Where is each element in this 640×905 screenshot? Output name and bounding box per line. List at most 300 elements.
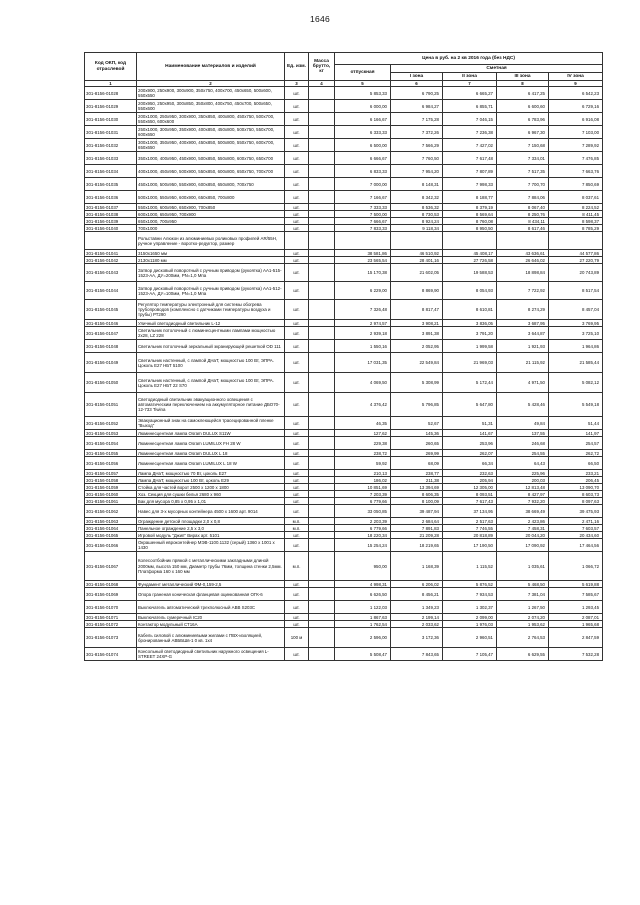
- row-code: 301-8156-01067: [85, 552, 137, 581]
- row-price-zone-4: [549, 232, 603, 250]
- row-price-zone-4: 17 464,56: [549, 539, 603, 552]
- row-weight: [309, 539, 335, 552]
- row-price-release: 5 508,47: [335, 648, 391, 661]
- row-weight: [309, 628, 335, 648]
- table-row: [85, 484, 603, 491]
- row-price-release: 7 203,39: [335, 491, 391, 498]
- row-weight: [309, 525, 335, 532]
- row-price-zone-4: 7 663,76: [549, 165, 603, 178]
- row-unit: шт.: [285, 532, 309, 539]
- header-release: отпускная: [335, 65, 391, 81]
- row-price-zone-1: 28 401,16: [391, 257, 443, 264]
- row-name: Светильник настенный, с лампой ДНаТ, мощностью 100 Вт, ЭПРА. Цоколь E27 НБТ 22 S70: [137, 373, 285, 393]
- row-price-zone-3: 5 468,50: [497, 581, 549, 588]
- row-name: Колесоотбойник прямой с металлическими закладными длиной 2000мм, высота 150 мм, Диаметр трубы 76мм, толщина стенки 2,5мм. Платформа 160 х 160 мм: [137, 552, 285, 581]
- row-price-zone-1: 8 148,31: [391, 178, 443, 191]
- row-price-zone-4: 39 475,93: [549, 505, 603, 518]
- row-price-zone-4: 254,57: [549, 437, 603, 450]
- row-weight: [309, 518, 335, 525]
- row-price-zone-1: 6 984,27: [391, 100, 443, 113]
- row-price-zone-3: 7 932,20: [497, 498, 549, 505]
- row-price-zone-2: 8 569,64: [443, 211, 497, 218]
- row-price-zone-4: 7 532,28: [549, 648, 603, 661]
- row-unit: шт.: [285, 340, 309, 353]
- row-name: Лампа ДНаТ, мощностью 100 Вт, цоколь E29: [137, 477, 285, 484]
- table-row: [85, 621, 603, 628]
- row-price-release: 2 596,00: [335, 628, 391, 648]
- row-price-zone-3: [497, 232, 549, 250]
- row-price-zone-2: 262,07: [443, 450, 497, 457]
- row-price-zone-1: 238,77: [391, 470, 443, 477]
- row-weight: [309, 477, 335, 484]
- row-name: Фундамент металлический ФМ-0,159-2,5: [137, 581, 285, 588]
- row-price-zone-4: 1 066,72: [549, 552, 603, 581]
- row-price-release: 6 833,33: [335, 165, 391, 178]
- row-code: 301-8156-01047: [85, 327, 137, 340]
- row-price-zone-3: 49,84: [497, 417, 549, 430]
- row-unit: шт.: [285, 484, 309, 491]
- column-index: 7: [443, 81, 497, 87]
- column-index: 6: [391, 81, 443, 87]
- row-price-release: 210,13: [335, 470, 391, 477]
- table-row: [85, 498, 603, 505]
- header-zone-3: III зона: [497, 73, 549, 81]
- row-unit: шт.: [285, 211, 309, 218]
- table-row: [85, 250, 603, 257]
- row-price-zone-2: 1 115,52: [443, 552, 497, 581]
- row-price-zone-2: 2 960,51: [443, 628, 497, 648]
- row-unit: шт.: [285, 477, 309, 484]
- row-price-zone-3: 225,96: [497, 470, 549, 477]
- table-row: [85, 457, 603, 470]
- row-price-zone-1: 8 342,32: [391, 191, 443, 204]
- table-row: [85, 552, 603, 581]
- row-code: 301-8156-01070: [85, 601, 137, 614]
- row-unit: шт.: [285, 450, 309, 457]
- row-price-release: 23 565,54: [335, 257, 391, 264]
- row-price-zone-3: 6 967,30: [497, 126, 549, 139]
- row-price-zone-1: 9 118,34: [391, 225, 443, 232]
- row-name: 500х1000, 550х950, 600х900, 650х850, 700х800: [137, 191, 285, 204]
- row-code: 301-8156-01028: [85, 87, 137, 100]
- row-code: 301-8156-01049: [85, 353, 137, 373]
- row-weight: [309, 126, 335, 139]
- row-code: 301-8156-01055: [85, 450, 137, 457]
- row-unit: шт.: [285, 327, 309, 340]
- row-code: 301-8156-01069: [85, 588, 137, 601]
- row-price-zone-2: 7 998,33: [443, 178, 497, 191]
- row-weight: [309, 498, 335, 505]
- row-price-zone-1: 2 199,14: [391, 614, 443, 621]
- row-price-zone-2: 51,31: [443, 417, 497, 430]
- table-row: [85, 505, 603, 518]
- row-price-zone-1: 7 891,83: [391, 525, 443, 532]
- row-unit: шт.: [285, 178, 309, 191]
- row-name: 550х1000, 600х950, 650х900, 700х850: [137, 204, 285, 211]
- row-code: 301-8156-01030: [85, 113, 137, 126]
- row-unit: шт.: [285, 152, 309, 165]
- row-name: Светильник потолочный с люминесцентными лампами мощностью 2х28, LZ 228: [137, 327, 285, 340]
- row-price-zone-3: 8 274,29: [497, 300, 549, 320]
- row-price-zone-1: 3 172,36: [391, 628, 443, 648]
- table-row: [85, 264, 603, 282]
- header-code: Код ОКП, код отраслевой: [85, 53, 137, 81]
- table-row: [85, 340, 603, 353]
- row-price-zone-3: 12 813,48: [497, 484, 549, 491]
- row-price-zone-4: 8 517,54: [549, 282, 603, 300]
- row-price-zone-1: 6 206,02: [391, 581, 443, 588]
- table-row: [85, 191, 603, 204]
- row-name: Выключатель сумеречный IC20: [137, 614, 285, 621]
- table-row: [85, 581, 603, 588]
- row-price-release: 7 000,00: [335, 178, 391, 191]
- row-price-release: 10 851,69: [335, 484, 391, 491]
- row-unit: шт.: [285, 139, 309, 152]
- header-zone-1: I зона: [391, 73, 443, 81]
- row-name: Кабель силовой с алюминиевыми жилами с ПВХ-изоляцией, бронированный АВББШв-1 0 кв. 1х4: [137, 628, 285, 648]
- row-price-release: 2 203,39: [335, 518, 391, 525]
- row-price-zone-4: 8 037,61: [549, 191, 603, 204]
- row-unit: 100 м: [285, 628, 309, 648]
- row-price-zone-2: 205,94: [443, 477, 497, 484]
- row-price-zone-3: 2 074,20: [497, 614, 549, 621]
- row-code: 301-8156-01043: [85, 264, 137, 282]
- row-price-zone-3: 137,55: [497, 430, 549, 437]
- row-price-release: 7 326,48: [335, 300, 391, 320]
- row-price-zone-2: 37 134,95: [443, 505, 497, 518]
- row-price-release: 1 867,63: [335, 614, 391, 621]
- row-price-zone-3: 7 334,01: [497, 152, 549, 165]
- row-price-release: 7 666,67: [335, 218, 391, 225]
- row-name: Люминесцентная лампа Osram DULUX L 18: [137, 450, 285, 457]
- row-name: Затвор дисковый поворотный с ручным приводом (рукоятка) АА1-512-1523-АА, ДУ=100мм, PN=1,0 Мпа: [137, 282, 285, 300]
- row-price-zone-1: [391, 232, 443, 250]
- row-unit: шт.: [285, 437, 309, 450]
- row-unit: шт.: [285, 126, 309, 139]
- row-price-release: 6 666,67: [335, 152, 391, 165]
- row-price-zone-3: 38 669,49: [497, 505, 549, 518]
- column-index: 3: [285, 81, 309, 87]
- row-price-zone-1: 7 843,65: [391, 648, 443, 661]
- row-price-zone-2: 7 105,47: [443, 648, 497, 661]
- table-row: [85, 300, 603, 320]
- header-estimate: Сметная: [391, 65, 603, 73]
- row-price-zone-2: [443, 232, 497, 250]
- table-row: [85, 588, 603, 601]
- row-name: 450х1000, 500х950, 550х900, 600х850, 650х800, 700х750: [137, 178, 285, 191]
- header-zone-2: II зона: [443, 73, 497, 81]
- row-price-zone-2: 8 950,50: [443, 225, 497, 232]
- row-price-zone-2: 7 807,89: [443, 165, 497, 178]
- row-price-zone-2: 5 172,44: [443, 373, 497, 393]
- row-price-release: 6 166,67: [335, 113, 391, 126]
- row-unit: шт.: [285, 87, 309, 100]
- row-price-zone-4: 262,72: [549, 450, 603, 457]
- row-price-zone-4: 1 965,68: [549, 621, 603, 628]
- row-price-release: 950,00: [335, 552, 391, 581]
- table-row: [85, 257, 603, 264]
- row-weight: [309, 588, 335, 601]
- row-name: Рольставни Алюкон из алюминиевых роликовых профилей AR/55H, ручное управление - воротко-редуктор, размер: [137, 232, 285, 250]
- row-code: 301-8156-01046: [85, 320, 137, 327]
- row-weight: [309, 581, 335, 588]
- row-price-zone-1: 2 033,62: [391, 621, 443, 628]
- row-name: 2130х1180 мм: [137, 257, 285, 264]
- column-index: 8: [497, 81, 549, 87]
- row-price-zone-2: 45 408,17: [443, 250, 497, 257]
- row-price-zone-2: 8 188,77: [443, 191, 497, 204]
- table-row: [85, 450, 603, 457]
- row-code: 301-8156-01032: [85, 139, 137, 152]
- row-price-zone-2: 2 517,63: [443, 518, 497, 525]
- table-row: [85, 518, 603, 525]
- row-code: 301-8156-01063: [85, 518, 137, 525]
- row-price-zone-4: 8 603,73: [549, 491, 603, 498]
- row-price-zone-3: 64,43: [497, 457, 549, 470]
- row-name: 200х950, 250х950, 300х850, 350х800, 400х750, 450х700, 500х650, 550х600: [137, 100, 285, 113]
- table-row: [85, 532, 603, 539]
- row-price-zone-2: 7 934,53: [443, 588, 497, 601]
- row-unit: шт.: [285, 100, 309, 113]
- row-price-zone-2: 3 836,05: [443, 320, 497, 327]
- row-price-zone-3: 17 090,92: [497, 539, 549, 552]
- row-price-zone-2: 7 746,55: [443, 525, 497, 532]
- row-price-zone-2: 19 588,53: [443, 264, 497, 282]
- row-weight: [309, 100, 335, 113]
- row-price-zone-4: 21 585,44: [549, 353, 603, 373]
- row-code: 301-8156-01054: [85, 437, 137, 450]
- header-weight: Масса брутто, кг: [309, 53, 335, 81]
- row-name: Эвакуационный знак на самоклеющейся трасецированной пленке "Выход": [137, 417, 285, 430]
- row-weight: [309, 204, 335, 211]
- row-price-zone-2: 21 969,03: [443, 353, 497, 373]
- row-price-zone-1: 7 954,20: [391, 165, 443, 178]
- row-price-zone-4: 1 293,45: [549, 601, 603, 614]
- row-name: 250х1000, 300х950, 350х900, 400х850, 450х800, 500х750, 550х700, 600х650: [137, 126, 285, 139]
- row-price-release: 15 254,24: [335, 539, 391, 552]
- row-weight: [309, 282, 335, 300]
- row-price-zone-3: 246,68: [497, 437, 549, 450]
- row-price-zone-4: 2 847,59: [549, 628, 603, 648]
- table-row: [85, 373, 603, 393]
- row-code: 301-8156-01052: [85, 417, 137, 430]
- row-code: 301-8156-01033: [85, 152, 137, 165]
- row-code: 301-8156-01072: [85, 621, 137, 628]
- row-price-zone-4: 13 090,70: [549, 484, 603, 491]
- row-price-zone-3: 6 600,60: [497, 100, 549, 113]
- row-price-zone-1: 8 869,90: [391, 282, 443, 300]
- row-code: 301-8156-01051: [85, 393, 137, 417]
- row-price-zone-3: 8 427,97: [497, 491, 549, 498]
- row-price-zone-3: 2 423,86: [497, 518, 549, 525]
- row-code: 301-8156-01062: [85, 505, 137, 518]
- row-unit: шт.: [285, 498, 309, 505]
- row-price-zone-3: 1 921,93: [497, 340, 549, 353]
- row-unit: шт.: [285, 621, 309, 628]
- row-price-release: 18 220,34: [335, 532, 391, 539]
- row-price-zone-4: 206,45: [549, 477, 603, 484]
- row-code: 301-8156-01031: [85, 126, 137, 139]
- row-weight: [309, 320, 335, 327]
- row-price-zone-4: 5 549,18: [549, 393, 603, 417]
- row-weight: [309, 614, 335, 621]
- row-price-zone-4: 6 916,08: [549, 113, 603, 126]
- table-row: [85, 353, 603, 373]
- row-price-zone-1: 8 100,09: [391, 498, 443, 505]
- row-price-release: 7 166,67: [335, 191, 391, 204]
- header-name: Наименование материалов и изделий: [137, 53, 285, 81]
- row-price-zone-4: 141,97: [549, 430, 603, 437]
- row-price-zone-3: 7 458,31: [497, 525, 549, 532]
- row-price-zone-2: 7 236,38: [443, 126, 497, 139]
- row-unit: шт.: [285, 581, 309, 588]
- row-price-zone-3: 1 267,50: [497, 601, 549, 614]
- row-unit: шт.: [285, 417, 309, 430]
- row-unit: шт.: [285, 373, 309, 393]
- row-unit: [285, 232, 309, 250]
- row-price-release: 1 550,16: [335, 340, 391, 353]
- row-name: 650х1000, 700х950: [137, 218, 285, 225]
- row-unit: м.п.: [285, 525, 309, 532]
- row-name: Хоз. Секция для сушки белья 2680 х 960: [137, 491, 285, 498]
- row-price-release: 127,62: [335, 430, 391, 437]
- row-unit: шт.: [285, 257, 309, 264]
- table-row: [85, 282, 603, 300]
- price-table: [84, 52, 603, 661]
- row-code: 301-8156-01060: [85, 491, 137, 498]
- row-name: 3150х1650 мм: [137, 250, 285, 257]
- row-price-zone-1: 13 394,69: [391, 484, 443, 491]
- row-weight: [309, 191, 335, 204]
- row-unit: шт.: [285, 264, 309, 282]
- row-name: 350х1000, 400х950, 450х900, 500х850, 550х800, 600х750, 650х700: [137, 152, 285, 165]
- row-name: 300х1000, 350х950, 400х900, 450х850, 500х800, 550х750, 600х700, 650х650: [137, 139, 285, 152]
- table-row: [85, 491, 603, 498]
- row-price-zone-1: 8 924,24: [391, 218, 443, 225]
- row-unit: шт.: [285, 282, 309, 300]
- row-price-release: 4 998,31: [335, 581, 391, 588]
- row-name: Бак для мусора 0,85 х 0,95 х 1,01: [137, 498, 285, 505]
- row-price-zone-2: 12 305,00: [443, 484, 497, 491]
- row-code: 301-8156-01044: [85, 282, 137, 300]
- row-price-zone-4: 44 577,86: [549, 250, 603, 257]
- row-unit: шт.: [285, 430, 309, 437]
- row-price-zone-3: 7 700,70: [497, 178, 549, 191]
- row-unit: м.п.: [285, 518, 309, 525]
- row-name: Игровой модуль "Джип" Вирах арт. 5101: [137, 532, 285, 539]
- row-price-zone-1: 22 549,84: [391, 353, 443, 373]
- row-weight: [309, 437, 335, 450]
- row-price-zone-3: 7 884,06: [497, 191, 549, 204]
- header-zone-4: IV зона: [549, 73, 603, 81]
- row-weight: [309, 211, 335, 218]
- row-name: Опора граненая коническая фланцевая оцинкованная ОГК-6: [137, 588, 285, 601]
- table-row: [85, 477, 603, 484]
- row-price-zone-3: 8 617,46: [497, 225, 549, 232]
- row-name: 200х1000, 250х950, 300х900, 350х850, 400х800, 450х750, 500х700, 550х650, 600х600: [137, 113, 285, 126]
- row-price-zone-4: 233,21: [549, 470, 603, 477]
- row-code: 301-8156-01038: [85, 211, 137, 218]
- row-weight: [309, 87, 335, 100]
- row-price-zone-4: 51,44: [549, 417, 603, 430]
- row-price-zone-2: 7 617,43: [443, 498, 497, 505]
- row-weight: [309, 491, 335, 498]
- row-weight: [309, 327, 335, 340]
- row-price-zone-2: 17 190,50: [443, 539, 497, 552]
- row-weight: [309, 264, 335, 282]
- row-price-zone-4: 8 097,63: [549, 498, 603, 505]
- column-index: 1: [85, 81, 137, 87]
- row-price-zone-3: 7 150,68: [497, 139, 549, 152]
- row-price-release: 7 500,00: [335, 211, 391, 218]
- row-weight: [309, 257, 335, 264]
- row-price-zone-2: 8 379,19: [443, 204, 497, 211]
- row-price-zone-1: 2 684,64: [391, 518, 443, 525]
- row-code: 301-8156-01074: [85, 648, 137, 661]
- row-name: Регулятор температуры электронный для системы обогрева трубопроводов (комплексно с датчиками температуры воздуха и трубы) РТ290: [137, 300, 285, 320]
- row-code: 301-8156-01071: [85, 614, 137, 621]
- row-weight: [309, 165, 335, 178]
- row-price-release: 2 939,18: [335, 327, 391, 340]
- row-price-zone-2: 1 976,03: [443, 621, 497, 628]
- row-name: 200х900, 250х900, 300х900, 350х750, 400х700, 450х650, 500х600, 550х550: [137, 87, 285, 100]
- row-weight: [309, 417, 335, 430]
- table-row: [85, 139, 603, 152]
- row-unit: шт.: [285, 320, 309, 327]
- row-weight: [309, 430, 335, 437]
- row-price-release: 1 762,54: [335, 621, 391, 628]
- row-name: Затвор дисковый поворотный с ручным приводом (рукоятка) АА1-515-1523-АА, ДУ=200мм, PN=1,0 Мпа: [137, 264, 285, 282]
- row-weight: [309, 601, 335, 614]
- column-index: 4: [309, 81, 335, 87]
- row-price-zone-3: 5 428,46: [497, 393, 549, 417]
- row-price-zone-2: 7 617,48: [443, 152, 497, 165]
- row-price-zone-3: 200,03: [497, 477, 549, 484]
- row-price-zone-1: 8 606,35: [391, 491, 443, 498]
- row-code: 301-8156-01040: [85, 225, 137, 232]
- row-weight: [309, 552, 335, 581]
- row-price-zone-4: 6 542,23: [549, 87, 603, 100]
- row-price-zone-1: 269,99: [391, 450, 443, 457]
- row-price-zone-1: 211,38: [391, 477, 443, 484]
- row-code: 301-8156-01035: [85, 178, 137, 191]
- row-code: 301-8156-01057: [85, 470, 137, 477]
- row-name: Навес для 3-х мусорных контейнера 4500 х 1600 арт. 9014: [137, 505, 285, 518]
- row-price-release: 1 122,03: [335, 601, 391, 614]
- row-price-zone-2: 253,96: [443, 437, 497, 450]
- row-price-zone-1: 8 456,21: [391, 588, 443, 601]
- row-price-zone-1: 5 796,85: [391, 393, 443, 417]
- row-weight: [309, 250, 335, 257]
- row-price-zone-4: 2 087,01: [549, 614, 603, 621]
- row-price-release: 2 974,57: [335, 320, 391, 327]
- row-price-zone-4: 6 729,16: [549, 100, 603, 113]
- row-code: 301-8156-01050: [85, 373, 137, 393]
- row-price-zone-2: 7 046,15: [443, 113, 497, 126]
- row-price-zone-1: 52,67: [391, 417, 443, 430]
- table-row: [85, 525, 603, 532]
- row-price-zone-1: 18 219,65: [391, 539, 443, 552]
- row-price-zone-3: 254,55: [497, 450, 549, 457]
- row-price-zone-1: 6 790,25: [391, 87, 443, 100]
- row-price-release: 229,38: [335, 437, 391, 450]
- row-weight: [309, 373, 335, 393]
- row-price-zone-4: 2 471,16: [549, 518, 603, 525]
- row-price-zone-4: 7 585,67: [549, 588, 603, 601]
- table-row: [85, 470, 603, 477]
- page-number: 1646: [309, 14, 331, 24]
- row-price-zone-2: 6 855,71: [443, 100, 497, 113]
